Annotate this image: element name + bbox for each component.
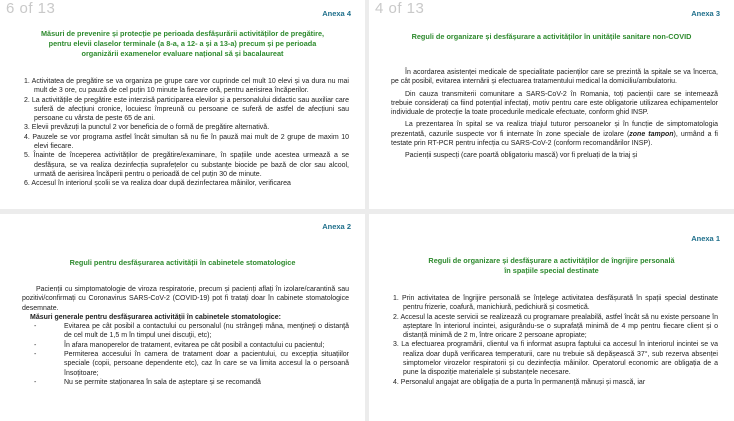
page-annex-4 xyxy=(0,0,365,209)
paragraph: Pacienții suspecți (care poartă obligatoriu mască) vor fi preluați de la triaj și xyxy=(405,152,638,160)
page-title xyxy=(389,256,714,276)
list-item: 5. Înainte de începerea activităților de pregătire/examinare, în spațiile unde acestea urmează a se desfășura, se va realiza dezinfecția suprafețelor cu substanțe biocide pe bază de clor sau alcool, urmată de aerisirea încăperii pentru o perioadă de cel puțin 30 de minute. xyxy=(24,152,349,178)
bullet-text: În afara manoperelor de tratament, evitarea pe cât posibil a contactului cu pacientul; xyxy=(64,341,325,349)
title-line: Măsuri de prevenire și protecție pe perioada desfășurării activităților de pregătire, xyxy=(40,29,325,38)
bullet-text: Evitarea pe cât posibil a contactului cu personalul (nu strângeți mâna, menţineţi o distanţă de cel mult de 1,5 m în timpul unei discuţii, etc); xyxy=(64,323,349,340)
paragraph xyxy=(391,120,718,148)
list-item: 4. Personalul angajat are obligația de a purta în permanență mănuși și mască, iar xyxy=(393,378,646,386)
list-item: 4. Pauzele se vor programa astfel încât simultan să nu fie în pauză mai mult de 2 grupe de maxim 10 elevi fiecare. xyxy=(24,133,349,151)
bullet-dash: - xyxy=(34,323,37,331)
title-line: în spațiile special destinate xyxy=(504,266,599,275)
list-item xyxy=(22,378,349,387)
title-line: Reguli de organizare și desfășurare a activităților de îngrijire personală xyxy=(428,256,675,265)
paragraph-text: ), urmând a fi testate prin RT-PCR pentru infecția cu SARS-CoV-2 (conform recomandărilor INSP). xyxy=(391,130,718,148)
list-item: 6. Accesul în interiorul școlii se va realiza doar după dezinfectarea mâinilor, verificarea xyxy=(24,180,291,188)
annex-label: Anexa 1 xyxy=(691,234,720,243)
paragraph: Din cauza transmiterii comunitare a SARS-CoV-2 în Romania, toți pacienții care se internează trebuie considerați ca fiind potențial infectați, motiv pentru care este obligatorie utilizarea echipamentelor individuale de protecție la toate procedurile medicale efectuate, conform ghid INSP. xyxy=(391,90,718,117)
rules-list xyxy=(22,77,349,189)
list-item: 2. Accesul la aceste servicii se realizează cu programare prealabilă, astfel încât să nu existe persoane în așteptare în interiorul incintei, asigurându-se o suprafață minimă de 4 mp pentru fiecare client și o distanță minimă de 2 m, între oricare 2 persoane apropiate; xyxy=(393,313,718,340)
intro-paragraph: Pacienții cu simptomatologie de viroza respiratorie, precum și pacienți aflați în izolare/carantină sau pozitivi/confirmați cu Coronavirus SARS-CoV-2 (COVID-19) pot fi tratați doar în cabinete stomatologice desemnate. xyxy=(22,286,349,312)
list-item xyxy=(22,341,349,350)
list-item: 1. Prin activitatea de îngrijire personală se înțelege activitatea desfășurată în spații special destinate pentru frizerie, coafură, manichiură, pedichiură și cosmetică. xyxy=(393,295,718,312)
annex-label: Anexa 4 xyxy=(322,9,351,18)
page-title xyxy=(389,32,714,42)
list-item xyxy=(22,350,349,378)
title-line: pentru elevii claselor terminale (a 8-a, a 12- a și a 13-a) precum și pe perioada xyxy=(48,39,317,48)
section-subtitle: Măsuri generale pentru desfășurarea activității în cabinetele stomatologice: xyxy=(30,313,281,321)
paragraph-text: La prezentarea în spital se va realiza triajul tuturor persoanelor și în funcție de simptomatologia prezentată, cazurile suspecte vor fi internate în zone speciale de izolare ( xyxy=(391,121,718,138)
paragraph: În acordarea asistenței medicale de specialitate pacienților care se prezintă la spitale se va încerca, pe cât posibil, evitarea internării și efectuarea tratamentului medical la domiciliu/ambulatoriu. xyxy=(391,69,718,86)
list-item: 3. Elevii prevăzuți la punctul 2 vor beneficia de o formă de pregătire alternativă. xyxy=(24,124,270,132)
page-annex-2 xyxy=(0,214,365,421)
list-item: 2. La activitățile de pregătire este interzisă participarea elevilor și a personalului didactic sau auxiliar care suferă de afecțiuni cronice, locuiesc împreună cu persoane ce suferă de astfel de afecțiuni sau persoane cu vârsta de peste 65 de ani. xyxy=(24,96,349,123)
page-title xyxy=(20,258,345,268)
annex-label: Anexa 3 xyxy=(691,9,720,18)
list-item: 1. Activitatea de pregătire se va organiza pe grupe care vor cuprinde cel mult 10 elevi și va dura nu mai mult de 3 ore, cu pauză de cel puțin 10 minute la fiecare oră, pentru aerisirea încăperilor. xyxy=(24,78,349,95)
page-counter: 6 of 13 xyxy=(6,0,56,17)
title-line: Reguli pentru desfășurarea activității în cabinetele stomatologice xyxy=(69,258,296,267)
title-line: organizării examenelor evaluare național să și bacalaureat xyxy=(81,49,284,58)
annex-label: Anexa 2 xyxy=(322,222,351,231)
page-annex-1 xyxy=(369,214,734,421)
bullet-text: Nu se permite staționarea în sala de așteptare și se recomandă xyxy=(64,378,261,386)
bullet-dash: - xyxy=(34,351,37,359)
list-item xyxy=(22,322,349,341)
bullet-text: Permiterea accesului în camera de tratament doar a pacientului, cu excepția situațiilor speciale (copii, persoane dependente etc), caz în care se va limita accesul la o persoană însoțitoare; xyxy=(64,351,349,377)
list-item: 3. La efectuarea programării, clientul va fi informat asupra faptului ca accesul în interiorul incintei se va realiza doar după verificarea temperaturii, care nu trebuie să depășească 37°, sub rezerva absenței simptomelor virozelor respiratorii și cu dezinfecția mâinilor. Operatorul economic are obligația de a pune la dispoziție materialele și substanțele necesare. xyxy=(393,341,718,377)
title-line: Reguli de organizare și desfășurare a activităților în unitățile sanitare non-COVID xyxy=(411,32,692,41)
page-title xyxy=(20,29,345,59)
page-body xyxy=(391,68,718,161)
bullet-dash: - xyxy=(34,378,37,386)
bullet-dash: - xyxy=(34,341,37,349)
rules-list xyxy=(391,294,718,387)
page-counter: 4 of 13 xyxy=(375,0,425,17)
emphasis-text: zone tampon xyxy=(629,130,674,138)
page-body xyxy=(22,285,349,387)
page-annex-3 xyxy=(369,0,734,209)
